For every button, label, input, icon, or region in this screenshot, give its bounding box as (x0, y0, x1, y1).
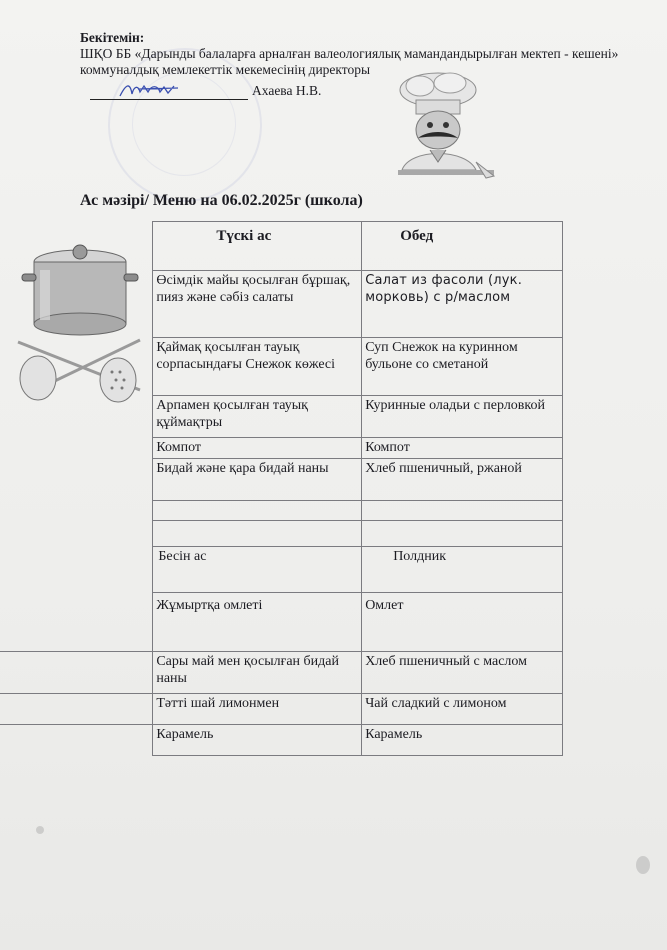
table-row (0, 694, 563, 725)
lunch-item-kz: Қаймақ қосылған тауық сорпасындағы Снежок көжесі (153, 338, 362, 396)
table-row (0, 593, 563, 652)
lunch-header-kz: Түскі ас (216, 228, 272, 244)
snack-item-ru: Омлет (362, 593, 563, 652)
page-smudge (636, 856, 650, 874)
snack-item-ru: Чай сладкий с лимоном (362, 694, 563, 725)
lunch-item-ru: Суп Снежок на куринном бульоне со сметаной (362, 338, 563, 396)
table-row (0, 438, 563, 459)
director-name: Ахаева Н.В. (252, 83, 322, 98)
signature-row (90, 82, 350, 102)
chef-illustration (390, 70, 500, 185)
snack-item-kz: Сары май мен қосылған бидай наны (153, 652, 362, 694)
snack-header-ru: Полдник (393, 549, 447, 564)
snack-item-kz: Тәтті шай лимонмен (153, 694, 362, 725)
table-row (0, 652, 563, 694)
snack-item-ru: Карамель (362, 725, 563, 756)
director-signature (118, 80, 188, 100)
snack-header-kz: Бесін ас (158, 549, 207, 564)
lunch-item-kz: Бидай және қара бидай наны (153, 459, 362, 501)
snack-item-kz: Карамель (153, 725, 362, 756)
lunch-item-kz: Компот (153, 438, 362, 459)
approval-heading: Бекітемін: (80, 30, 145, 45)
lunch-item-ru: Компот (362, 438, 563, 459)
lunch-item-ru: Салат из фасоли (лук. морковь) с р/маслом (365, 273, 523, 305)
lunch-item-ru: Хлеб пшеничный, ржаной (362, 459, 563, 501)
page-title: Ас мәзірі/ Меню на 06.02.2025г (школа) (80, 192, 363, 209)
signature-line (90, 99, 248, 100)
snack-item-ru: Хлеб пшеничный с маслом (362, 652, 563, 694)
approval-block (80, 30, 640, 78)
lunch-header-ru: Обед (400, 228, 434, 244)
lunch-item-kz: Арпамен қосылған тауық құймақтры (153, 396, 362, 438)
approval-organization: ШҚО ББ «Дарынды балаларға арналған валеологиялық мамандандырылған мектеп - кешені» коммуналдық мемлекеттік мекемесінің директоры (80, 46, 619, 77)
empty-row (0, 501, 563, 521)
snack-header-row (0, 547, 563, 593)
empty-row (0, 521, 563, 547)
lunch-item-ru: Куринные оладьи с перловкой (362, 396, 563, 438)
table-row (0, 725, 563, 756)
table-row (0, 459, 563, 501)
pot-and-ladles-illustration (14, 240, 144, 415)
page-smudge (36, 826, 44, 834)
lunch-item-kz: Өсімдік майы қосылған бұршақ, пияз және сәбіз салаты (153, 271, 362, 338)
snack-item-kz: Жұмыртқа омлеті (153, 593, 362, 652)
